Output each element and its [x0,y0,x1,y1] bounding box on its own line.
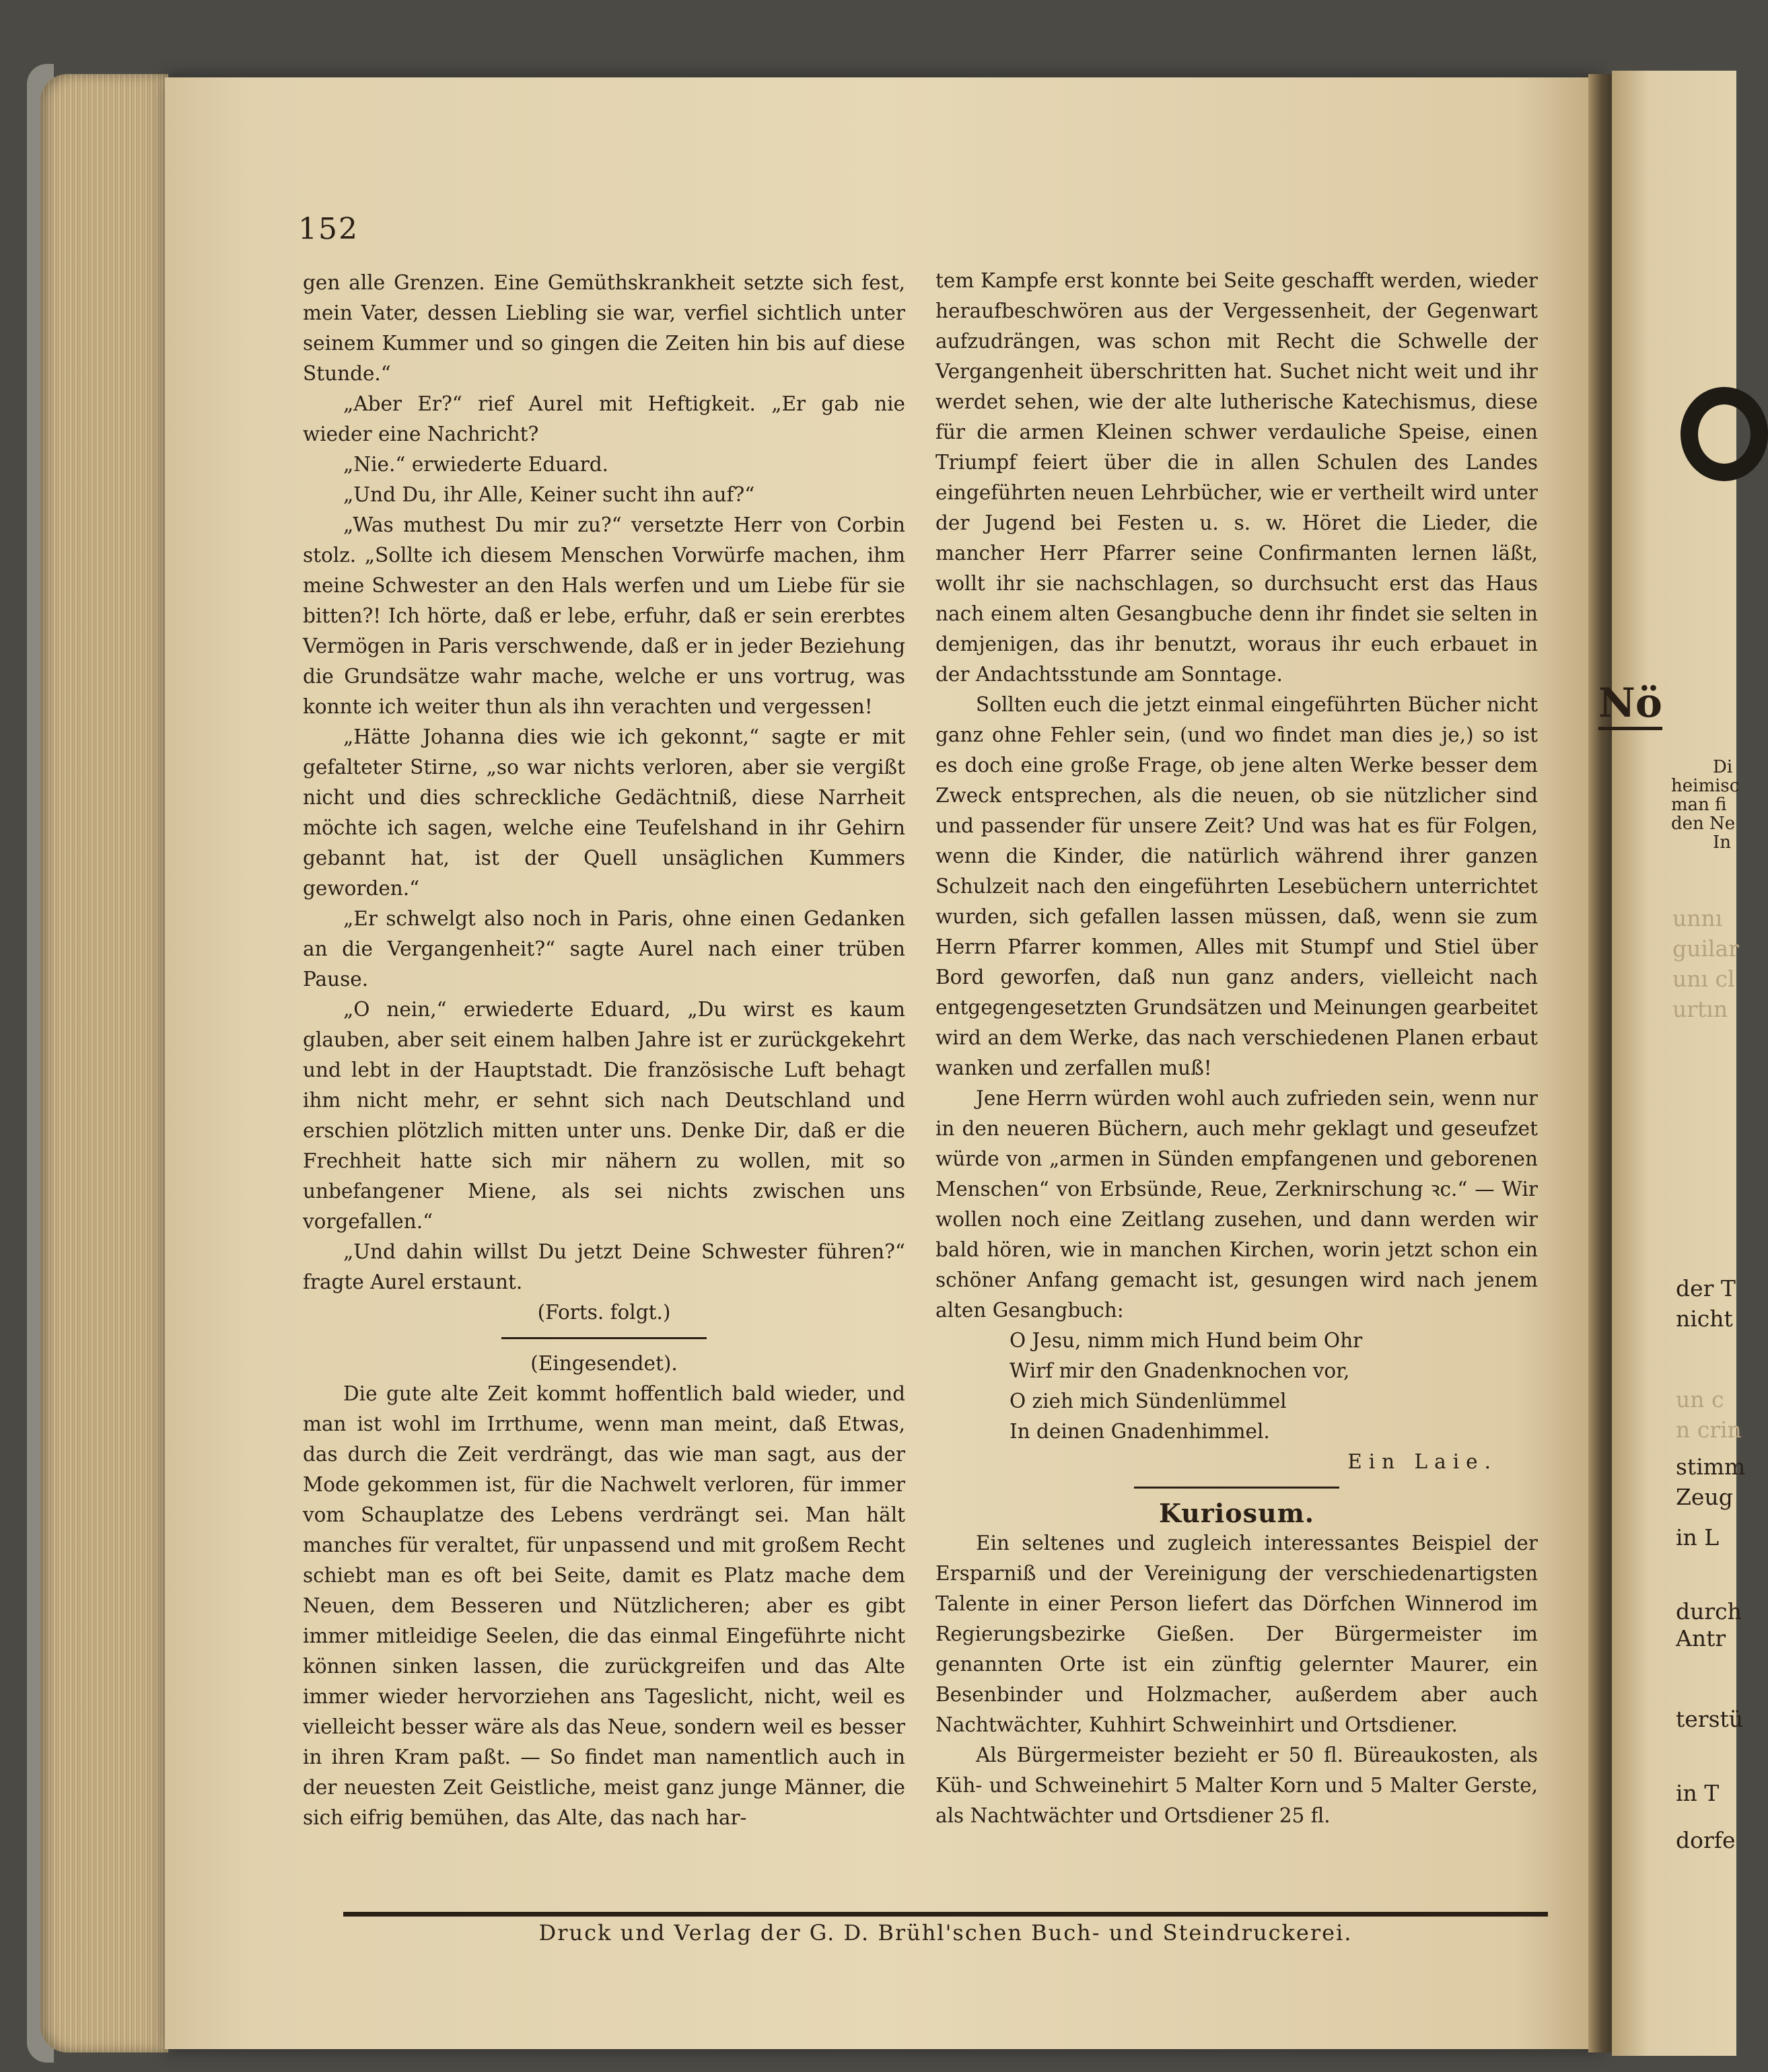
verse-line: O Jesu, nimm mich Hund beim Ohr [1010,1329,1363,1352]
right-column [935,266,1538,1831]
right-page-word: terstü [1676,1706,1744,1732]
right-page-fragment [1598,71,1746,2056]
right-page-word: stimm [1676,1454,1746,1480]
paragraph: „Aber Er?“ rief Aurel mit Heftigkeit. „Er gab nie wieder eine Nachricht? [303,392,905,445]
centered-line: (Forts. folgt.) [537,1301,671,1324]
right-page-word: nicht [1676,1306,1733,1332]
right-page-line: heimisc [1671,776,1740,796]
paragraph: „Nie.“ erwiederte Eduard. [343,453,609,476]
right-page-faint-line: guilar [1672,935,1739,962]
right-page-line: Di [1713,757,1733,777]
right-page-word: Zeug [1676,1484,1733,1510]
right-page-faint-line: urtın [1672,996,1728,1022]
left-column [303,268,905,1833]
right-page-word: in T [1676,1780,1720,1806]
paragraph: „Hätte Johanna dies wie ich gekonnt,“ sagte er mit gefalteter Stirne, „so war nichts verloren, aber sie vergißt nicht und dies schreckliche Gedächtniß, diese Narrheit möchte ich sagen, welche eine Teufelshand in ihr Gehirn gebannt hat, ist der Quell unsäglichen Kummers geworden.“ [303,725,905,900]
section-divider [501,1337,706,1339]
book-gutter [1588,74,1615,2052]
right-page-word: un c [1676,1386,1724,1413]
paragraph: tem Kampfe erst konnte bei Seite geschafft werden, wieder heraufbeschwören aus der Vergessenheit, der Gegenwart aufzudrängen, was schon mit Recht die Schwelle der Vergangenheit überschritten hat. Suchet nicht weit und ihr werdet sehen, wie der alte lutherische Katechismus, diese für die armen Kleinen schwer verdauliche Speise, einen Triumpf feiert über die in allen Schulen des Landes eingeführten neuen Lehrbücher, wie er vertheilt wird unter der Jugend bei Festen u. s. w. Höret die Lieder, die mancher Herr Pfarrer seine Confirmanten lernen läßt, wollt ihr sie nachschlagen, so durchsucht erst das Haus nach einem alten Gesangbuche denn ihr findet sie selten in demjenigen, das ihr benutzt, woraus ihr euch erbauet in der Andachtsstunde am Sonntage. [935,269,1538,686]
book-page-edges [40,74,168,2052]
paragraph: Als Bürgermeister bezieht er 50 fl. Büreaukosten, als Küh- und Schweinehirt 5 Malter Korn und 5 Malter Gerste, als Nachtwächter und Ortsdiener 25 fl. [935,1744,1538,1827]
right-page-word: Antr [1676,1625,1726,1651]
right-page-word: dorfe [1676,1827,1736,1853]
left-page [165,77,1602,2049]
right-page-faint-line: unı cl [1672,966,1735,992]
verse-line: O zieh mich Sündenlümmel [1010,1390,1287,1413]
footer-rule [343,1912,1548,1917]
right-page-line: In [1713,832,1732,853]
paragraph: „Und dahin willst Du jetzt Deine Schwester führen?“ fragte Aurel erstaunt. [303,1240,905,1293]
paragraph: „Und Du, ihr Alle, Keiner sucht ihn auf?“ [343,483,755,506]
masthead-ornament-icon [1681,387,1768,481]
section-divider [1134,1487,1339,1489]
right-page-word: der T [1676,1275,1736,1301]
right-page-word: durch [1676,1598,1742,1624]
paragraph: „Was muthest Du mir zu?“ versetzte Herr von Corbin stolz. „Sollte ich diesem Menschen Vorwürfe machen, ihm meine Schwester an den Hals werfen und um Liebe für sie bitten?! Ich hörte, daß er lebe, erfuhr, daß er sein ererbtes Vermögen in Paris verschwende, daß er in jeder Beziehung die Grundsätze wahr mache, welche er uns vortrug, was konnte ich weiter thun als ihn verachten und vergessen! [303,513,905,718]
right-page-word: in L [1676,1524,1720,1550]
right-page-line: den Ne [1671,814,1736,834]
paragraph: Die gute alte Zeit kommt hoffentlich bald wieder, und man ist wohl im Irrthume, wenn man meint, daß Etwas, das durch die Zeit verdrängt, das wie man sagt, aus der Mode gekommen ist, für die Nachwelt verloren, für immer vom Schauplatze des Lebens verdrängt sei. Man hält manches für veraltet, für unpassend und mit großem Recht schiebt man es oft bei Seite, damit es Platz mache dem Neuen, dem Besseren und Nützlicheren; aber es gibt immer mitleidige Seelen, die das einmal Eingeführte nicht können sinken lassen, die zurückgreifen und das Alte immer wieder hervorziehen ans Tageslicht, nicht, weil es vielleicht besser wäre als das Neue, sondern weil es besser in ihren Kram paßt. — So findet man namentlich auch in der neuesten Zeit Geistliche, meist ganz junge Männer, die sich eifrig bemühen, das Alte, das nach har- [303,1382,905,1829]
right-page-faint-line: unnı [1672,905,1723,931]
page-number: 152 [298,212,359,246]
paragraph: gen alle Grenzen. Eine Gemüthskrankheit setzte sich fest, mein Vater, dessen Liebling sie war, verfiel sichtlich unter seinem Kummer und so gingen die Zeiten hin bis auf diese Stunde.“ [303,271,905,385]
masthead-number: Nö [1598,680,1662,730]
paragraph: Ein seltenes und zugleich interessantes Beispiel der Ersparniß und der Vereinigung der verschiedenartigsten Talente in einer Person liefert das Dörfchen Winnerod im Regierungsbezirke Gießen. Der Bürgermeister im genannten Orte ist ein zünftig gelernter Maurer, ein Besenbinder und Holzmacher, außerdem aber auch Nachtwächter, Kuhhirt Schweinhirt und Ortsdiener. [935,1532,1538,1736]
hymn-verse [935,1326,1538,1447]
verse-line: In deinen Gnadenhimmel. [1010,1420,1270,1443]
signature: Ein Laie. [1347,1450,1497,1473]
verse-line: Wirf mir den Gnadenknochen vor, [1010,1359,1350,1382]
paragraph: Jene Herrn würden wohl auch zufrieden sein, wenn nur in den neueren Büchern, auch mehr geklagt und geseufzet würde von „armen in Sünden empfangenen und geborenen Menschen“ von Erbsünde, Reue, Zerknirschung ꝛc.“ — Wir wollen noch eine Zeitlang zusehen, und dann werden wir bald hören, wie in manchen Kirchen, worin jetzt schon ein schöner Anfang gemacht ist, gesungen wird nach jenem alten Gesangbuch: [935,1087,1538,1322]
paragraph: „Er schwelgt also noch in Paris, ohne einen Gedanken an die Vergangenheit?“ sagte Aurel nach einer trüben Pause. [303,907,905,991]
section-heading: Kuriosum. [1158,1498,1315,1528]
centered-line: (Eingesendet). [530,1352,678,1375]
right-page-line: man fi [1671,795,1727,815]
paragraph: Sollten euch die jetzt einmal eingeführten Bücher nicht ganz ohne Fehler sein, (und wo findet man dies je,) so ist es doch eine große Frage, ob jene alten Werke besser dem Zweck entsprechen, als die neuen, ob sie nützlicher sind und passender für unsere Zeit? Und was hat es für Folgen, wenn die Kinder, die natürlich während ihrer ganzen Schulzeit nach den eingeführten Lesebüchern unterrichtet wurden, sich gefallen lassen müssen, daß, wenn sie zum Herrn Pfarrer kommen, Alles mit Stumpf und Stiel über Bord geworfen, daß nun ganz anders, vielleicht nach entgegengesetzten Grundsätzen und Meinungen gearbeitet wird an dem Werke, das nach verschiedenen Planen erbaut wanken und zerfallen muß! [935,693,1538,1079]
imprint-footer: Druck und Verlag der G. D. Brühl'schen Buch- und Steindruckerei. [538,1920,1353,1945]
right-page-word: n crin [1676,1417,1742,1443]
paragraph: „O nein,“ erwiederte Eduard, „Du wirst es kaum glauben, aber seit einem halben Jahre ist er zurückgekehrt und lebt in der Hauptstadt. Die französische Luft behagt ihm nicht mehr, er sehnt sich nach Deutschland und erschien plötzlich mitten unter uns. Denke Dir, daß er die Frechheit hatte sich mir nähern zu wollen, mit so unbefangener Miene, als sei nichts zwischen uns vorgefallen.“ [303,998,905,1233]
